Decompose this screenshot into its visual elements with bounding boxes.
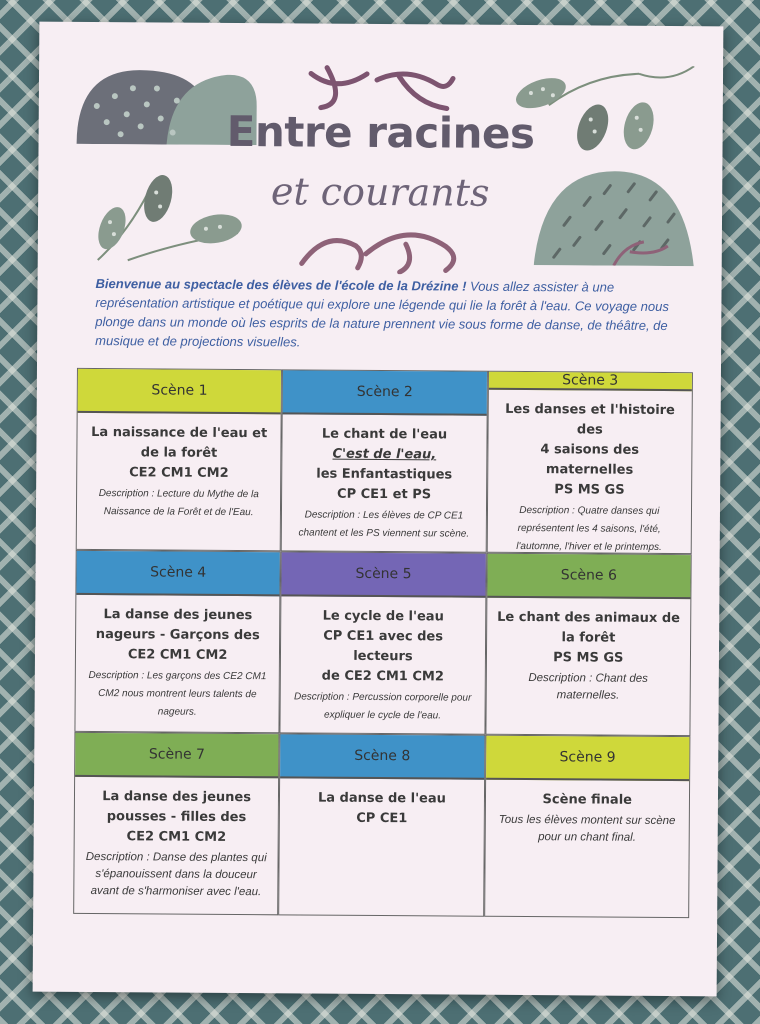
scene-header: Scène 6 [487, 554, 691, 599]
scene-header: Scène 9 [486, 736, 690, 781]
scene-classes: CE2 CM1 CM2 [129, 465, 229, 481]
scene-title: nageurs - Garçons des [95, 627, 260, 644]
scene-title: La danse des jeunes [103, 607, 253, 624]
scene-classes: PS MS GS [553, 650, 624, 666]
description-label: Description : [293, 691, 350, 703]
scene-description: Les garçons des CE2 CM1 CM2 nous montrent leurs talents de nageurs. [98, 670, 267, 718]
scene-title: la forêt [561, 630, 616, 646]
description-label: Description : [88, 669, 145, 682]
scene-header: Scène 7 [75, 733, 279, 778]
scene-title: Les danses et l'histoire des [505, 401, 675, 438]
scene-description: Quatre danses qui représentent les 4 saisons, l'été, l'automne, l'hiver et le printemps. [516, 505, 662, 553]
scene-header: Scène 3 [488, 372, 691, 391]
description-label: Description : [85, 850, 150, 864]
scene-title: La danse de l'eau [317, 790, 446, 807]
roots-bottom-illustration [296, 223, 466, 274]
scene-title: Scène finale [542, 792, 633, 808]
song-title: C'est de l'eau, [332, 446, 437, 463]
scene-performers: CP CE1 avec des lecteurs [323, 628, 444, 665]
scene-title: Le cycle de l'eau [322, 608, 444, 625]
intro-welcome: Bienvenue au spectacle des élèves de l'école de la Drézine ! [95, 276, 467, 294]
scene-grid [73, 368, 693, 918]
scene-card [280, 551, 487, 734]
scene-card [73, 732, 280, 915]
scene-classes: CE2 CM1 CM2 [126, 829, 227, 845]
scene-description: Danse des plantes qui s'épanouissent dans la douceur avant de s'harmoniser avec l'eau. [90, 851, 267, 899]
scene-description: Tous les élèves montent sur scène pour un chant final. [498, 813, 676, 844]
scene-header: Scène 2 [283, 370, 487, 415]
scene-performers: les Enfantastiques [316, 466, 453, 483]
scene-classes: de CE2 CM1 CM2 [321, 668, 444, 685]
scene-classes: CP CE1 [356, 810, 408, 827]
scene-classes: PS MS GS [554, 482, 625, 498]
description-label: Description : [519, 504, 575, 517]
scene-header: Scène 1 [78, 369, 282, 414]
scene-description: Percussion corporelle pour expliquer le cycle de l'eau. [324, 691, 472, 722]
scene-header: Scène 4 [76, 551, 280, 596]
scene-card [278, 733, 485, 916]
page-title: Entre racines [226, 106, 535, 159]
scene-header: Scène 5 [282, 552, 486, 597]
scene-description: Les élèves de CP CE1 chantent et les PS viennent sur scène. [298, 509, 470, 540]
scene-title: La danse des jeunes [102, 789, 252, 806]
scene-title: pousses - filles des [106, 809, 247, 826]
scene-title: Le chant des animaux de [497, 609, 681, 627]
description-label: Description : [98, 488, 155, 500]
scene-title: de la forêt [140, 445, 218, 461]
page-subtitle: et courants [270, 169, 490, 215]
scene-card [76, 368, 283, 551]
scene-title: Le chant de l'eau [321, 426, 448, 443]
scene-card [485, 553, 692, 736]
scene-classes: CP CE1 et PS [337, 486, 432, 503]
description-label: Description : [304, 509, 361, 521]
scene-description: Chant des maternelles. [556, 672, 648, 702]
scene-title: 4 saisons des maternelles [540, 442, 640, 478]
intro-paragraph [95, 274, 700, 354]
scene-description: Lecture du Mythe de la Naissance de la Forêt et de l'Eau. [103, 488, 259, 519]
intro-text: Vous allez assister à une représentation artistique et poétique qui explore une légende qui lie la forêt à l'eau. Ce voyage nous plonge dans un monde où les esprits de la nature prennent vie sous forme de danse, de théâtre, de musique et de projections visuelles. [95, 278, 669, 350]
program-sheet [33, 22, 724, 997]
scene-header: Scène 8 [280, 734, 484, 779]
description-label: Description : [528, 672, 593, 685]
scene-classes: CE2 CM1 CM2 [127, 647, 228, 663]
scene-card [281, 369, 488, 552]
scene-card [74, 550, 281, 733]
scene-card [486, 371, 693, 554]
scene-title: La naissance de l'eau et [91, 424, 268, 442]
scene-card [484, 735, 691, 918]
